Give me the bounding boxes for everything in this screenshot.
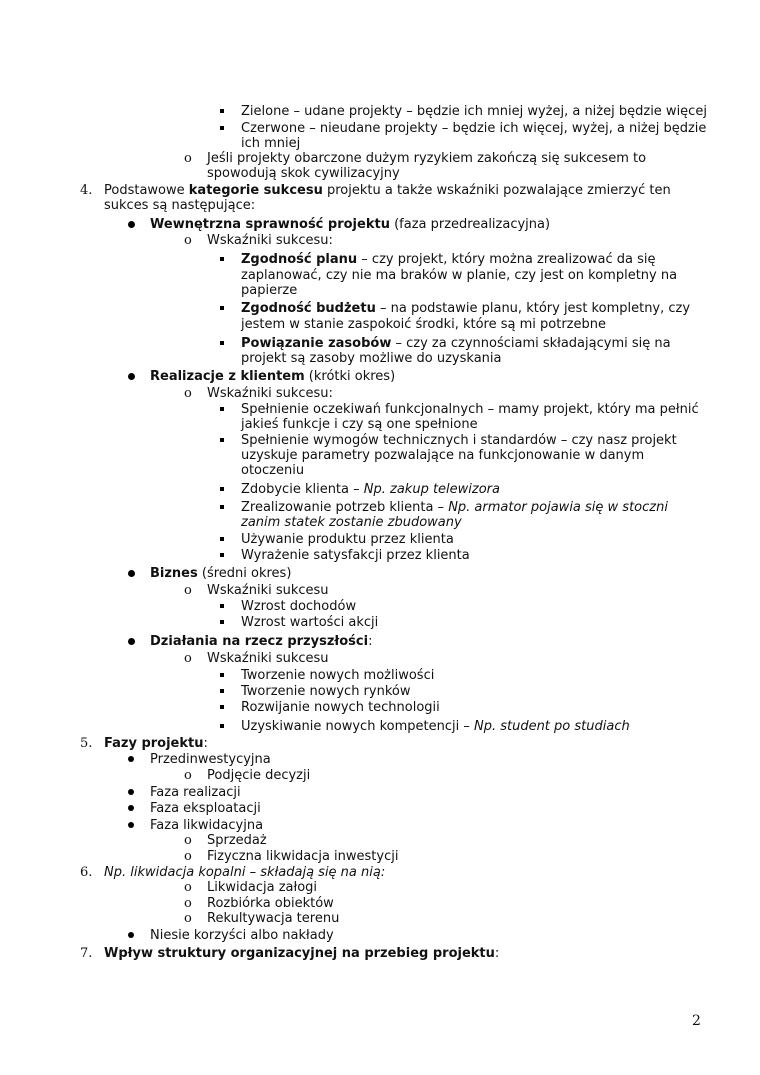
disc-bullet-icon — [128, 373, 135, 380]
square-bullet-icon — [220, 604, 224, 608]
square-bullet-icon — [220, 109, 224, 113]
square-bullet-icon — [220, 407, 224, 411]
square-bullet-icon — [220, 724, 224, 728]
disc-bullet-icon — [128, 221, 135, 228]
circle-bullet-icon: o — [184, 880, 192, 895]
circle-bullet-icon: o — [184, 233, 192, 248]
circle-bullet-icon: o — [184, 651, 192, 666]
disc-bullet-icon — [128, 932, 134, 938]
square-bullet-icon — [220, 438, 224, 442]
circle-bullet-icon: o — [184, 151, 192, 166]
square-bullet-icon — [220, 689, 224, 693]
item-number: 4. — [80, 183, 93, 198]
item-number: 5. — [80, 736, 93, 751]
square-bullet-icon — [220, 553, 224, 557]
page-number: 2 — [692, 1013, 701, 1029]
disc-bullet-icon — [128, 805, 134, 811]
circle-bullet-icon: o — [184, 849, 192, 864]
item-number: 7. — [80, 946, 93, 961]
circle-bullet-icon: o — [184, 583, 192, 598]
disc-bullet-icon — [128, 638, 135, 645]
square-bullet-icon — [220, 487, 224, 491]
disc-bullet-icon — [128, 756, 134, 762]
circle-bullet-icon: o — [184, 386, 192, 401]
circle-bullet-icon: o — [184, 911, 192, 926]
square-bullet-icon — [220, 505, 224, 509]
square-bullet-icon — [220, 620, 224, 624]
square-bullet-icon — [220, 257, 224, 261]
document-page: Zielone – udane projekty – będzie ich mniej wyżej, a niżej będzie więcej Czerwone – nieudane projekty – będzie ich więcej, wyżej, a niżej będzie ich mniej o Jeśli projekty obarczone dużym ryzykiem zakończą się sukcesem to spowodują skok cywilizacyjny 4. Podstawowe kategorie sukcesu projektu a także wskaźniki pozwalające zmierzyć ten sukces są następujące: Wewnętrzna sprawność projektu (faza przedrealizacyjna) o Wskaźniki sukcesu: Zgodność planu – czy projekt, który można zrealizować da się zaplanować, czy nie ma braków w planie, czy jest on kompletny na papierze Zgodność budżetu – na podstawie planu, który jest kompletny, czy jestem w stanie zaspokoić środki, które są mi potrzebne Powiązanie zasobów – czy za czynnościami składającymi się na projekt są zasoby możliwe do uzyskania Realizacje z klientem (krótki okres) o Wskaźniki sukcesu: Spełnienie oczekiwań funkcjonalnych – mamy projekt, który ma pełnić jakieś funkcje i czy są one spełnione Spełnienie wymogów technicznych i standardów – czy nasz projekt uzyskuje parametry pozwalające na funkcjonowanie w danym otoczeniu Zdobycie klienta – Np. zakup telewizora Zrealizowanie potrzeb klienta – Np. armator pojawia się w stoczni zanim statek zostanie zbudowany Używanie produktu przez klienta Wyrażenie satysfakcji przez klienta Biznes (średni okres) o Wskaźniki sukcesu Wzrost dochodów Wzrost wartości akcji Działania na rzecz przyszłości: o Wskaźniki sukcesu Tworzenie nowych możliwości Tworzenie nowych rynków Rozwijanie nowych technologii Uzyskiwanie nowych kompetencji – Np. student po studiach 5. Fazy projektu: Przedinwestycyjna o Podjęcie decyzji Faza realizacji Faza eksploatacji Faza likwidacyjna o Sprzedaż o Fizyczna likwidacja inwestycji 6. Np. likwidacja kopalni – składają się na nią: o Likwidacja załogi o Rozbiórka obiektów o Rekultywacja terenu Niesie korzyści albo nakłady 7. Wpływ struktury organizacyjnej na przebieg projektu: 2 — [80, 104, 707, 1029]
disc-bullet-icon — [128, 822, 134, 828]
square-bullet-icon — [220, 705, 224, 709]
square-bullet-icon — [220, 126, 224, 130]
square-bullet-icon — [220, 673, 224, 677]
square-bullet-icon — [220, 341, 224, 345]
disc-bullet-icon — [128, 789, 134, 795]
square-bullet-icon — [220, 537, 224, 541]
square-bullet-icon — [220, 306, 224, 310]
circle-bullet-icon: o — [184, 896, 192, 911]
item-number: 6. — [80, 865, 93, 880]
circle-bullet-icon: o — [184, 768, 192, 783]
disc-bullet-icon — [128, 570, 135, 577]
circle-bullet-icon: o — [184, 833, 192, 848]
